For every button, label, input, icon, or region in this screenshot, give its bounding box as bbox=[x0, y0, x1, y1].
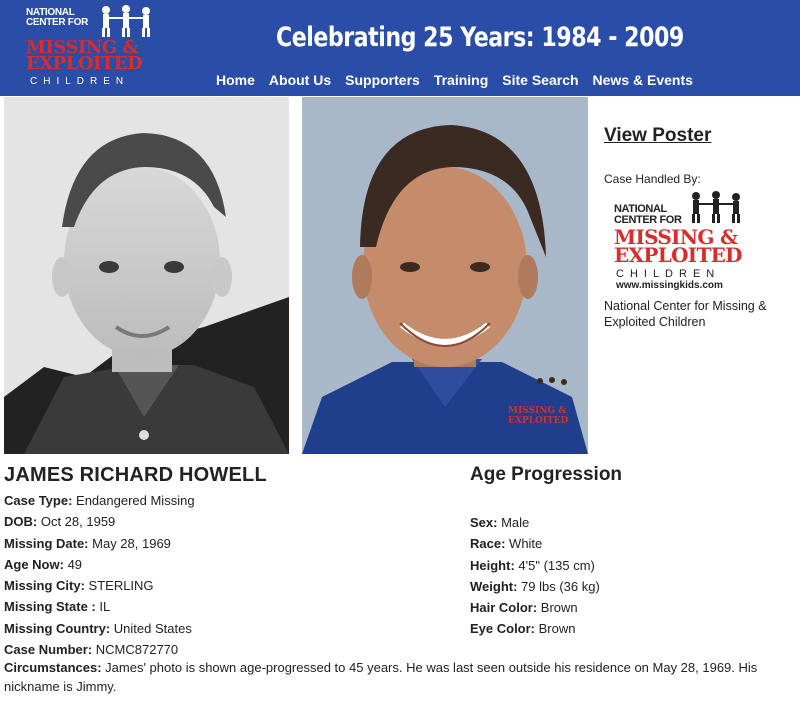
field-label: Eye Color: bbox=[470, 621, 536, 637]
case-handled-label: Case Handled By: bbox=[604, 172, 701, 186]
field-value: 4'5" (135 cm) bbox=[518, 557, 595, 573]
field-eye-color bbox=[470, 618, 600, 639]
nav-about-us[interactable]: About Us bbox=[268, 72, 332, 88]
circumstances-text: James' photo is shown age-progressed to 45 years. He was last seen outside his residence on May 28, 1969. His nickname is Jimmy. bbox=[4, 660, 758, 694]
organization-name: National Center for Missing & Exploited Children bbox=[604, 299, 767, 329]
field-label: Missing State : bbox=[4, 599, 96, 615]
field-height bbox=[470, 555, 600, 576]
logo2-line2: CENTER FOR bbox=[614, 214, 682, 226]
field-missing-date bbox=[4, 533, 195, 554]
site-header bbox=[0, 0, 800, 96]
field-hair-color bbox=[470, 597, 600, 618]
field-label: Missing Country: bbox=[4, 620, 111, 636]
field-value: 79 lbs (36 kg) bbox=[521, 578, 600, 594]
child-photo[interactable] bbox=[4, 97, 289, 454]
age-progressed-photo[interactable] bbox=[302, 97, 588, 454]
child-portrait-image bbox=[4, 97, 289, 454]
age-progression-heading: Age Progression bbox=[470, 464, 623, 485]
field-value: Oct 28, 1959 bbox=[40, 514, 116, 530]
field-label: Race: bbox=[470, 536, 506, 552]
main-nav bbox=[216, 72, 693, 88]
logo2-line1: NATIONAL bbox=[614, 203, 667, 215]
case-details-list bbox=[4, 490, 195, 660]
field-value: Brown bbox=[540, 600, 578, 616]
logo2-children: CHILDREN bbox=[616, 268, 721, 280]
watermark-exploited: EXPLOITED bbox=[508, 416, 569, 426]
logo2-website: www.missingkids.com bbox=[616, 280, 723, 291]
circumstances-label: Circumstances: bbox=[4, 660, 102, 675]
children-figures-icon bbox=[686, 190, 752, 224]
field-label: Case Type: bbox=[4, 493, 73, 508]
field-value: May 28, 1969 bbox=[92, 535, 171, 551]
logo-children: CHILDREN bbox=[30, 76, 130, 87]
field-value: United States bbox=[113, 620, 192, 636]
logo-exploited: EXPLOITED bbox=[26, 53, 143, 74]
field-label: Missing Date: bbox=[4, 535, 89, 551]
field-weight bbox=[470, 576, 600, 597]
field-age-now bbox=[4, 554, 195, 575]
field-value: STERLING bbox=[88, 578, 154, 594]
field-label: Age Now: bbox=[4, 556, 64, 572]
field-value: IL bbox=[99, 599, 111, 615]
field-race bbox=[470, 533, 600, 554]
field-label: Missing City: bbox=[4, 578, 85, 594]
nav-supporters[interactable]: Supporters bbox=[345, 72, 420, 88]
field-missing-country bbox=[4, 618, 195, 639]
nav-site-search[interactable]: Site Search bbox=[502, 72, 579, 88]
field-label: Hair Color: bbox=[470, 600, 538, 616]
circumstances-paragraph bbox=[4, 658, 796, 696]
banner-title: Celebrating 25 Years: 1984 - 2009 bbox=[276, 22, 684, 53]
logo-national-text bbox=[26, 8, 88, 28]
logo2-missing: MISSING & bbox=[614, 225, 738, 249]
watermark-missing: MISSING & bbox=[508, 406, 567, 416]
field-label: Sex: bbox=[470, 515, 498, 530]
adult-portrait-image bbox=[302, 97, 588, 454]
field-value: 49 bbox=[67, 556, 83, 572]
field-label: Weight: bbox=[470, 578, 518, 594]
field-label: Case Number: bbox=[4, 642, 93, 658]
field-value: Brown bbox=[538, 621, 576, 637]
field-value: White bbox=[509, 536, 543, 552]
field-value: Male bbox=[501, 515, 530, 530]
ncmec-logo[interactable] bbox=[6, 4, 182, 90]
field-missing-city bbox=[4, 575, 195, 596]
field-case-type bbox=[4, 490, 195, 511]
nav-training[interactable]: Training bbox=[433, 72, 489, 88]
logo-missing: MISSING & bbox=[26, 37, 139, 58]
ncmec-case-logo[interactable] bbox=[614, 190, 764, 291]
field-value: Endangered Missing bbox=[76, 493, 195, 508]
view-poster-link[interactable]: View Poster bbox=[604, 125, 712, 146]
logo-line1: NATIONAL bbox=[26, 7, 75, 18]
person-name: JAMES RICHARD HOWELL bbox=[4, 464, 267, 486]
field-missing-state bbox=[4, 596, 195, 617]
nav-news-events[interactable]: News & Events bbox=[592, 72, 693, 88]
children-figures-icon bbox=[96, 4, 162, 38]
nav-home[interactable]: Home bbox=[216, 72, 255, 88]
logo2-exploited: EXPLOITED bbox=[614, 243, 742, 267]
field-value: NCMC872770 bbox=[95, 642, 179, 658]
field-label: DOB: bbox=[4, 514, 38, 530]
field-label: Height: bbox=[470, 557, 515, 573]
physical-description-list bbox=[470, 512, 600, 640]
field-dob bbox=[4, 511, 195, 532]
logo-line2: CENTER FOR bbox=[26, 17, 89, 28]
logo2-national-text bbox=[614, 204, 682, 226]
field-sex bbox=[470, 512, 600, 533]
